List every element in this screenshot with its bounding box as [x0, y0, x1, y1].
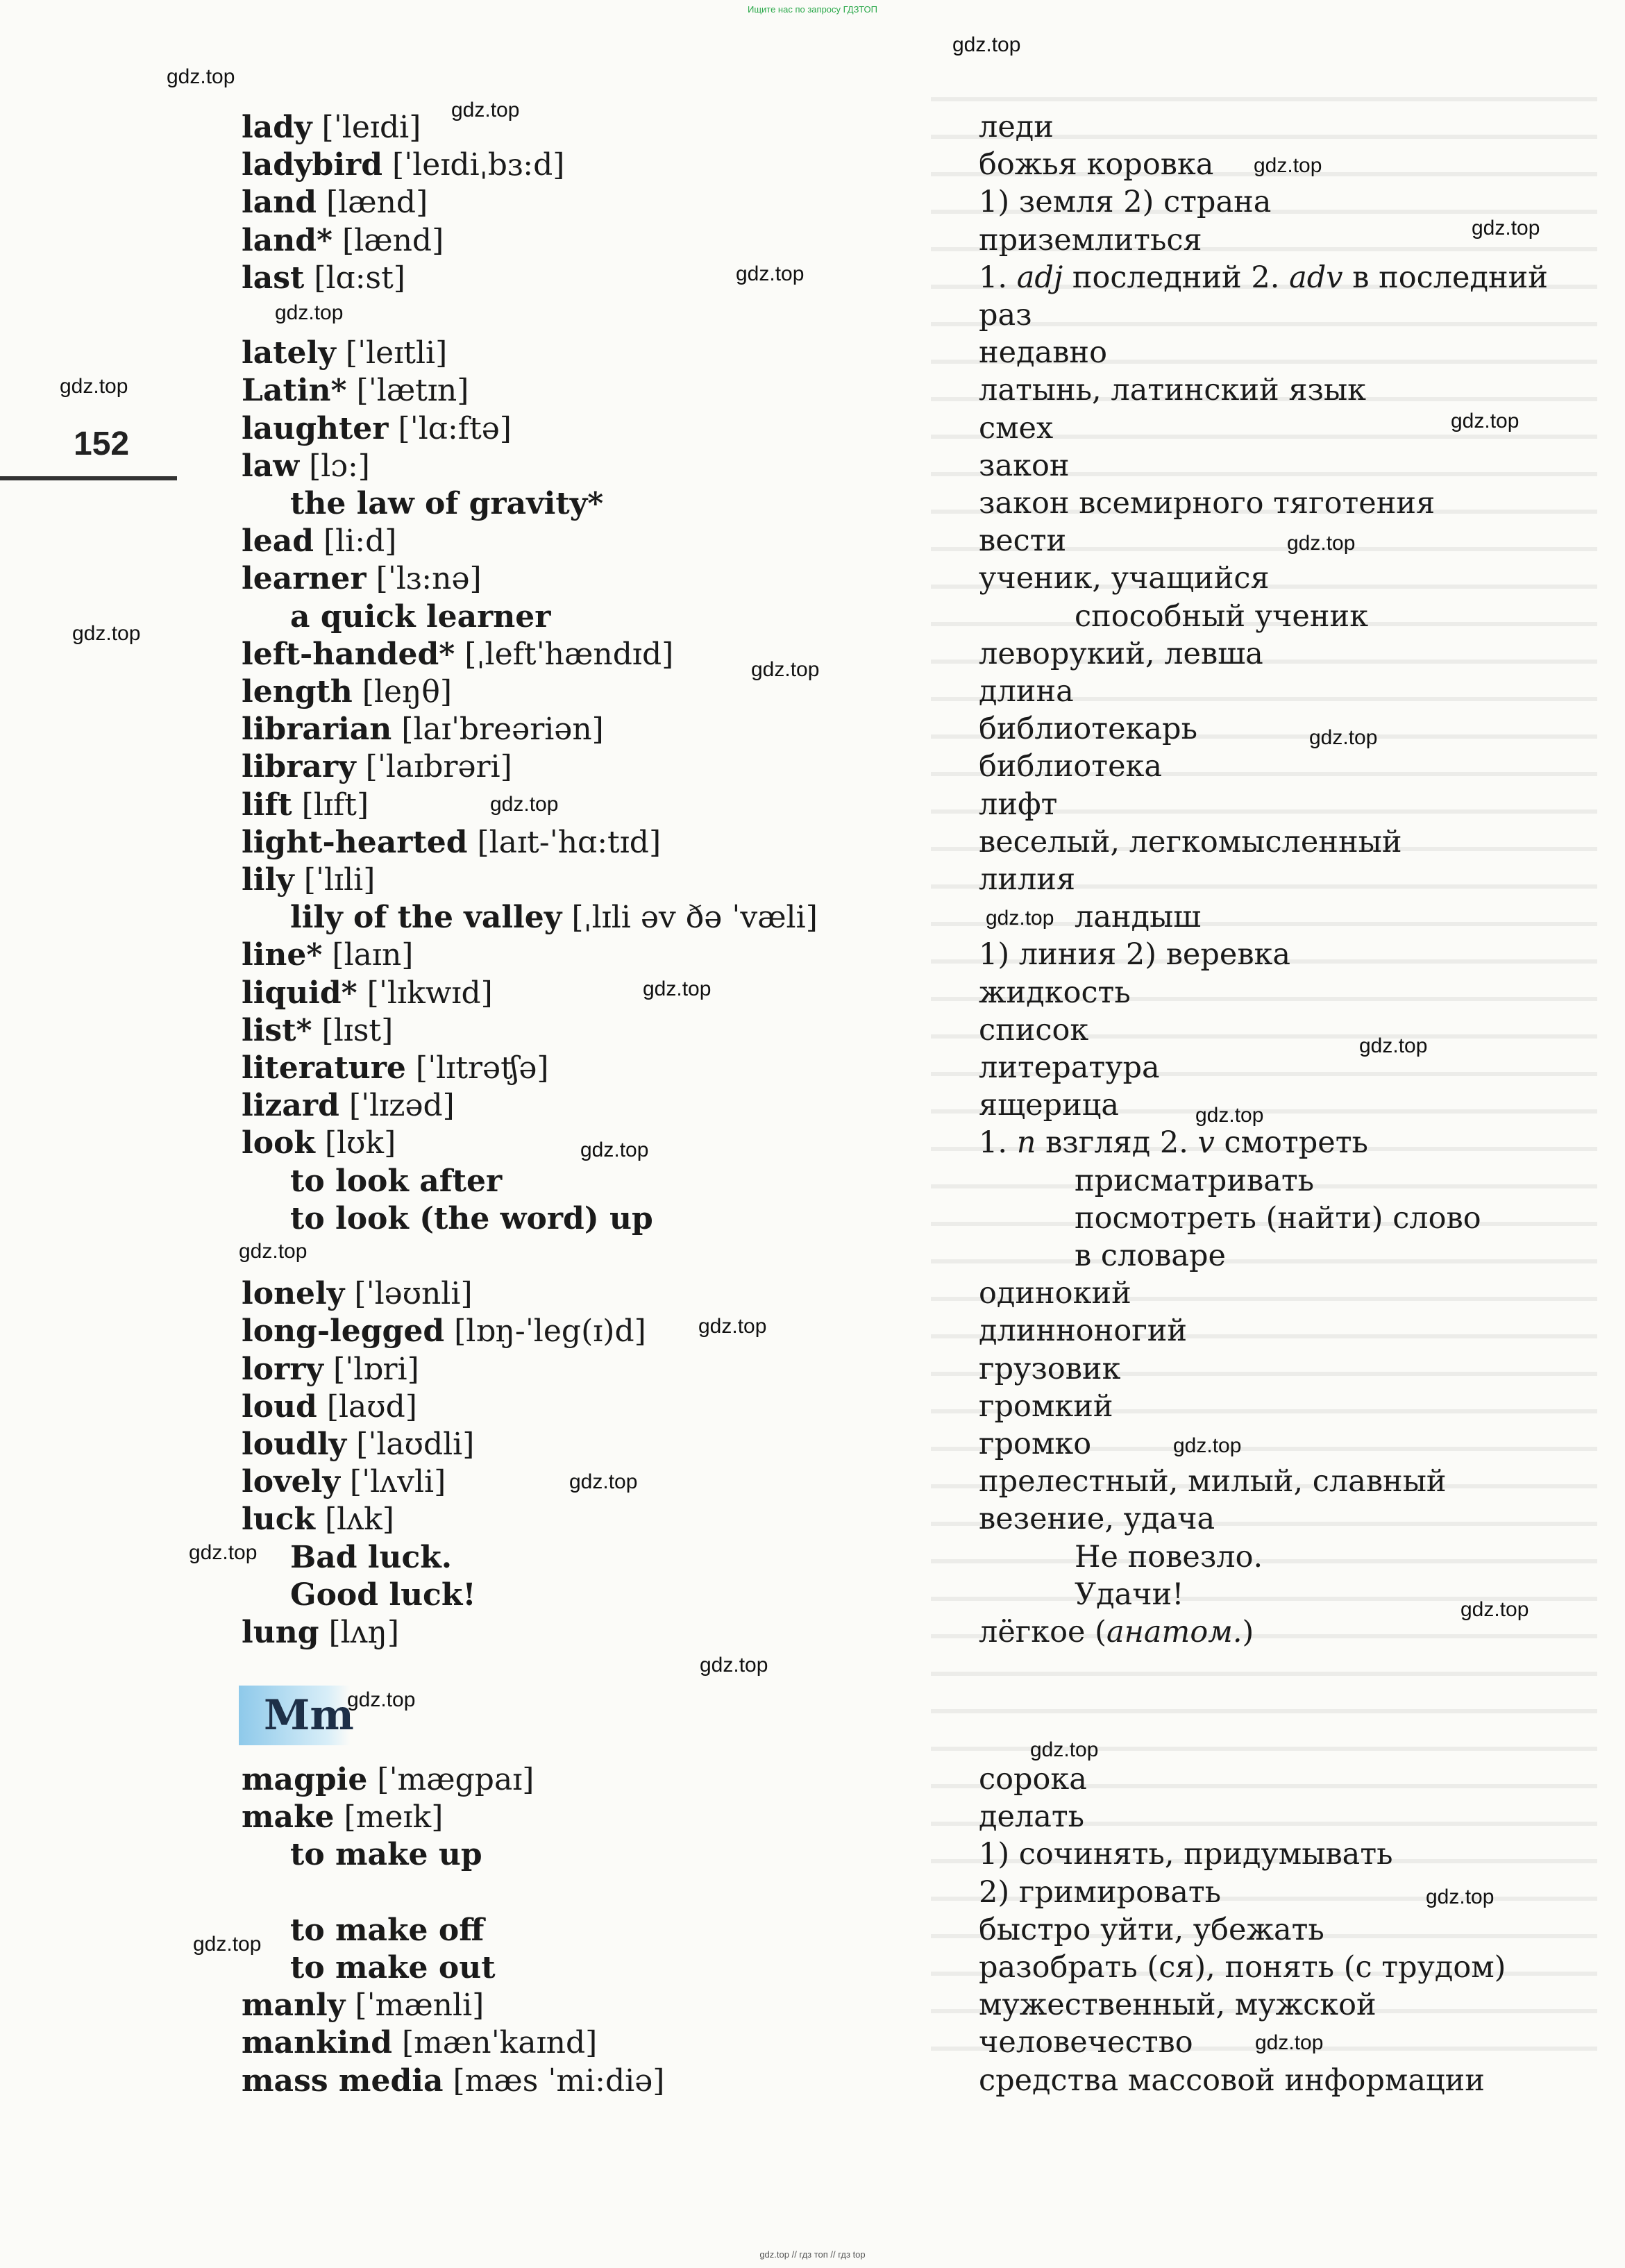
entry-headword: [290, 1950, 496, 1985]
headword-text: lily of the valley: [290, 900, 562, 936]
entry-headword: [242, 1464, 446, 1500]
page-number: 152: [74, 426, 130, 462]
watermark-label: gdz.top: [167, 65, 235, 88]
entry-headword: [242, 1389, 417, 1425]
entry-translation: прелестный, милый, славный: [979, 1464, 1447, 1500]
watermark-label: gdz.top: [1451, 410, 1519, 432]
pronunciation: [mæs ˈmi:diə]: [443, 2063, 665, 2099]
entry-translation: ландыш: [1075, 900, 1202, 935]
entry-translation: длинноногий: [979, 1313, 1188, 1349]
watermark-label: gdz.top: [1309, 726, 1378, 749]
pronunciation: [ˈlʌvli]: [339, 1464, 446, 1500]
entry-headword: [242, 937, 413, 973]
entry-headword: [242, 110, 421, 145]
headword-text: mass media: [242, 2063, 444, 2099]
entry-translation: разобрать (ся), понять (с трудом): [979, 1950, 1506, 1985]
entry-headword: [242, 223, 444, 258]
pronunciation: [lɪst]: [312, 1012, 394, 1048]
entry-translation: латынь, латинский язык: [979, 373, 1367, 408]
pronunciation: [ˈlɪtrəʧə]: [405, 1050, 549, 1086]
entry-translation: приземлиться: [979, 222, 1202, 258]
entry-translation: ящерица: [979, 1088, 1120, 1123]
top-link[interactable]: Ищите нас по запросу ГДЗТОП: [747, 4, 877, 15]
pronunciation: [lɒŋ-ˈleg(ɪ)d]: [444, 1313, 646, 1350]
pronunciation: [ˈleɪdiˌbɜ:d]: [382, 147, 565, 183]
entry-translation: закон всемирного тяготения: [979, 486, 1435, 521]
entry-translation: 1) сочинять, придумывать: [979, 1837, 1393, 1872]
headword-text: the law of gravity*: [290, 486, 604, 521]
watermark-label: gdz.top: [751, 658, 820, 681]
headword-text: lovely: [242, 1464, 340, 1500]
watermark-label: gdz.top: [736, 262, 805, 285]
entry-translation: библиотека: [979, 749, 1163, 784]
headword-text: lift: [242, 787, 292, 823]
entry-translation: человечество: [979, 2025, 1193, 2060]
watermark-label: gdz.top: [193, 1933, 262, 1956]
watermark-label: gdz.top: [1426, 1885, 1495, 1908]
watermark-label: gdz.top: [643, 977, 712, 1000]
entry-translation: средства массовой информации: [979, 2063, 1485, 2098]
pronunciation: [ˈlaɪbrəri]: [355, 749, 512, 785]
entry-translation: громкий: [979, 1388, 1113, 1424]
watermark-label: gdz.top: [275, 301, 344, 324]
watermark-label: gdz.top: [569, 1470, 638, 1493]
pronunciation: [lɪft]: [292, 787, 369, 823]
headword-text: mankind: [242, 2025, 393, 2061]
entry-translation: божья коровка: [979, 147, 1214, 183]
pronunciation: [lʌk]: [314, 1502, 394, 1538]
entry-translation: раз: [979, 298, 1032, 333]
pronunciation: [ˈləʊnli]: [344, 1276, 473, 1312]
watermark-label: gdz.top: [580, 1139, 649, 1161]
watermark-label: gdz.top: [952, 33, 1021, 56]
watermark-label: gdz.top: [1255, 2031, 1324, 2054]
entry-headword: [242, 1313, 646, 1349]
headword-text: lizard: [242, 1088, 339, 1124]
entry-headword: [242, 411, 512, 446]
entry-headword: [242, 1427, 474, 1462]
watermark-label: gdz.top: [1254, 154, 1322, 177]
entry-translation: Не повезло.: [1075, 1539, 1263, 1574]
entry-translation: библиотекарь: [979, 712, 1197, 747]
entry-translation: посмотреть (найти) слово: [1075, 1200, 1481, 1236]
entry-translation: закон: [979, 448, 1070, 483]
headword-text: loud: [242, 1388, 317, 1425]
entry-translation: Удачи!: [1075, 1577, 1184, 1612]
entry-headword: [242, 1276, 473, 1311]
entry-translation: делать: [979, 1799, 1085, 1835]
entry-translation: 1. n взгляд 2. v смотреть: [979, 1125, 1368, 1161]
watermark-label: gdz.top: [986, 907, 1054, 930]
entry-translation: смех: [979, 410, 1054, 446]
pronunciation: [ˈlætɪn]: [346, 373, 469, 409]
entry-translation: 1) земля 2) страна: [979, 185, 1272, 220]
headword-text: to make up: [290, 1837, 482, 1873]
entry-headword: [290, 1201, 653, 1236]
entry-translation: громко: [979, 1427, 1092, 1461]
entry-translation: лёгкое (анатом.): [979, 1615, 1254, 1649]
entry-translation: веселый, легкомысленный: [979, 824, 1402, 859]
entry-translation: литература: [979, 1050, 1160, 1085]
headword-text: long-legged: [242, 1313, 445, 1350]
pronunciation: [ˈlɜ:nə]: [366, 561, 482, 597]
entry-translation: одинокий: [979, 1276, 1131, 1311]
entry-translation: в словаре: [1075, 1238, 1226, 1273]
headword-text: lily: [242, 862, 294, 898]
pronunciation: [lɔ:]: [299, 448, 370, 484]
pronunciation: [meɪk]: [334, 1799, 444, 1836]
headword-text: lead: [242, 523, 314, 560]
headword-text: lorry: [242, 1351, 323, 1387]
entry-translation: 1) линия 2) веревка: [979, 937, 1291, 973]
entry-headword: [290, 1577, 476, 1613]
section-letter: Mm: [264, 1691, 354, 1740]
entry-translation: мужественный, мужской: [979, 1988, 1376, 2023]
watermark-label: gdz.top: [1460, 1598, 1529, 1621]
entry-headword: [242, 674, 452, 709]
pronunciation: [ˈlɪzəd]: [339, 1088, 455, 1124]
watermark-label: gdz.top: [60, 375, 128, 398]
watermark-label: gdz.top: [698, 1315, 767, 1338]
entry-headword: [242, 1125, 396, 1161]
headword-text: library: [242, 749, 356, 785]
headword-text: Good luck!: [290, 1577, 476, 1613]
entry-headword: [242, 185, 428, 220]
pronunciation: [ˈmægpaɪ]: [367, 1762, 534, 1797]
headword-text: to make out: [290, 1950, 496, 1985]
entry-translation: способный ученик: [1075, 598, 1369, 634]
entry-translation: сорока: [979, 1762, 1087, 1797]
headword-text: length: [242, 674, 353, 709]
pronunciation: [ˈleɪdi]: [312, 110, 421, 145]
headword-text: to make off: [290, 1912, 485, 1948]
headword-text: lady: [242, 110, 312, 145]
entry-headword: [242, 373, 469, 408]
entry-headword: [242, 862, 375, 898]
entry-translation: вести: [979, 523, 1067, 559]
pronunciation: [lʊk]: [314, 1125, 396, 1161]
headword-text: to look after: [290, 1163, 503, 1199]
entry-headword: [290, 1164, 502, 1199]
pronunciation: [ˈlaʊdli]: [346, 1427, 475, 1462]
watermark-label: gdz.top: [451, 99, 520, 121]
entry-headword: [242, 1762, 534, 1797]
entry-headword: [242, 335, 447, 371]
entry-translation: присматривать: [1075, 1163, 1315, 1198]
entry-headword: [242, 1352, 419, 1387]
entry-headword: [242, 260, 405, 296]
entry-translation: 2) гримировать: [979, 1874, 1222, 1910]
entry-headword: [290, 1913, 484, 1948]
watermark-label: gdz.top: [189, 1541, 258, 1564]
entry-headword: [242, 1050, 549, 1086]
pronunciation: [laɪˈbreəriən]: [391, 712, 604, 748]
watermark-label: gdz.top: [1287, 532, 1356, 555]
entry-headword: [242, 1088, 455, 1123]
entry-headword: [290, 1540, 452, 1575]
headword-text: ladybird: [242, 147, 382, 183]
headword-text: list*: [242, 1012, 312, 1048]
headword-text: manly: [242, 1988, 346, 2024]
pronunciation: [ˈlɪkwɪd]: [357, 975, 493, 1011]
pronunciation: [ˈmænli]: [345, 1988, 485, 2024]
headword-text: liquid*: [242, 975, 357, 1011]
headword-text: Latin*: [242, 373, 347, 409]
entry-headword: [242, 787, 369, 823]
headword-text: look: [242, 1125, 315, 1161]
headword-text: land: [242, 185, 317, 221]
watermark-label: gdz.top: [1472, 217, 1540, 240]
watermark-label: gdz.top: [1359, 1034, 1428, 1057]
pronunciation: [laɪt-ˈhɑ:tɪd]: [467, 824, 662, 860]
entry-headword: [242, 1013, 393, 1048]
headword-text: land*: [242, 222, 332, 258]
pronunciation: [ˌleftˈhændɪd]: [455, 636, 674, 672]
entry-translation: жидкость: [979, 975, 1131, 1010]
pronunciation: [leŋθ]: [352, 674, 453, 709]
headword-text: make: [242, 1799, 335, 1836]
entry-headword: [242, 637, 673, 672]
entry-translation: лилия: [979, 862, 1076, 897]
watermark-label: gdz.top: [490, 793, 559, 816]
headword-text: lonely: [242, 1276, 345, 1312]
entry-headword: [242, 712, 604, 747]
headword-text: luck: [242, 1502, 315, 1538]
entry-translation: 1. adj последний 2. adv в последний: [979, 260, 1548, 295]
headword-text: magpie: [242, 1762, 368, 1797]
entry-headword: [242, 825, 661, 860]
entry-translation: недавно: [979, 335, 1107, 371]
headword-text: learner: [242, 561, 367, 597]
watermark-label: gdz.top: [1173, 1434, 1242, 1457]
entry-headword: [290, 486, 603, 521]
pronunciation: [lɑ:st]: [304, 260, 405, 296]
headword-text: lung: [242, 1615, 319, 1650]
watermark-label: gdz.top: [1195, 1104, 1264, 1127]
entry-headword: [242, 561, 482, 596]
headword-text: to look (the word) up: [290, 1200, 653, 1236]
pronunciation: [laɪn]: [322, 937, 414, 973]
pronunciation: [lʌŋ]: [319, 1615, 400, 1650]
entry-translation: грузовик: [979, 1351, 1121, 1386]
pronunciation: [mænˈkaɪnd]: [392, 2025, 598, 2061]
watermark-label: gdz.top: [347, 1688, 416, 1711]
entry-translation: везение, удача: [979, 1502, 1215, 1537]
pronunciation: [ˌlɪli əv ðə ˈvæli]: [562, 900, 818, 936]
pronunciation: [laʊd]: [317, 1388, 417, 1425]
entry-translation: длина: [979, 674, 1074, 709]
entry-headword: [242, 448, 370, 484]
entry-headword: [242, 147, 564, 183]
entry-headword: [242, 1799, 443, 1835]
entry-headword: [242, 2025, 597, 2060]
pronunciation: [ˈleɪtli]: [335, 335, 448, 371]
headword-text: law: [242, 448, 300, 484]
entry-translation: список: [979, 1012, 1089, 1048]
headword-text: loudly: [242, 1427, 347, 1462]
entry-headword: [290, 1837, 482, 1872]
headword-text: light-hearted: [242, 824, 468, 860]
headword-text: laughter: [242, 410, 389, 446]
entry-translation: лифт: [979, 787, 1058, 822]
entry-translation: ученик, учащийся: [979, 561, 1270, 596]
headword-text: left-handed*: [242, 636, 455, 672]
page-number-rule: [0, 476, 177, 480]
pronunciation: [lænd]: [332, 222, 444, 258]
watermark-label: gdz.top: [700, 1654, 768, 1677]
headword-text: literature: [242, 1050, 406, 1086]
entry-headword: [242, 975, 493, 1011]
headword-text: last: [242, 260, 305, 296]
headword-text: librarian: [242, 712, 392, 748]
entry-headword: [290, 599, 550, 635]
pronunciation: [li:d]: [313, 523, 397, 560]
watermark-label: gdz.top: [72, 622, 141, 645]
entry-headword: [242, 1502, 394, 1537]
headword-text: lately: [242, 335, 336, 371]
entry-headword: [242, 1988, 484, 2023]
pronunciation: [ˈlɪli]: [294, 862, 376, 898]
entry-headword: [290, 900, 818, 935]
bottom-link[interactable]: gdz.top // гдз топ // гдз top: [759, 2249, 866, 2260]
entry-headword: [242, 2063, 664, 2099]
entry-translation: леди: [979, 110, 1054, 144]
watermark-label: gdz.top: [1030, 1738, 1099, 1761]
headword-text: line*: [242, 937, 323, 973]
headword-text: Bad luck.: [290, 1539, 453, 1575]
pronunciation: [ˈlɒri]: [323, 1351, 419, 1387]
watermark-label: gdz.top: [239, 1240, 308, 1263]
entry-headword: [242, 523, 396, 559]
headword-text: a quick learner: [290, 598, 551, 635]
entry-translation: леворукий, левша: [979, 636, 1263, 671]
section-header-m: [239, 1686, 354, 1745]
entry-translation: быстро уйти, убежать: [979, 1912, 1324, 1947]
pronunciation: [ˈlɑ:ftə]: [388, 410, 512, 446]
pronunciation: [lænd]: [316, 185, 428, 221]
entry-headword: [242, 1615, 399, 1650]
entry-headword: [242, 749, 512, 784]
